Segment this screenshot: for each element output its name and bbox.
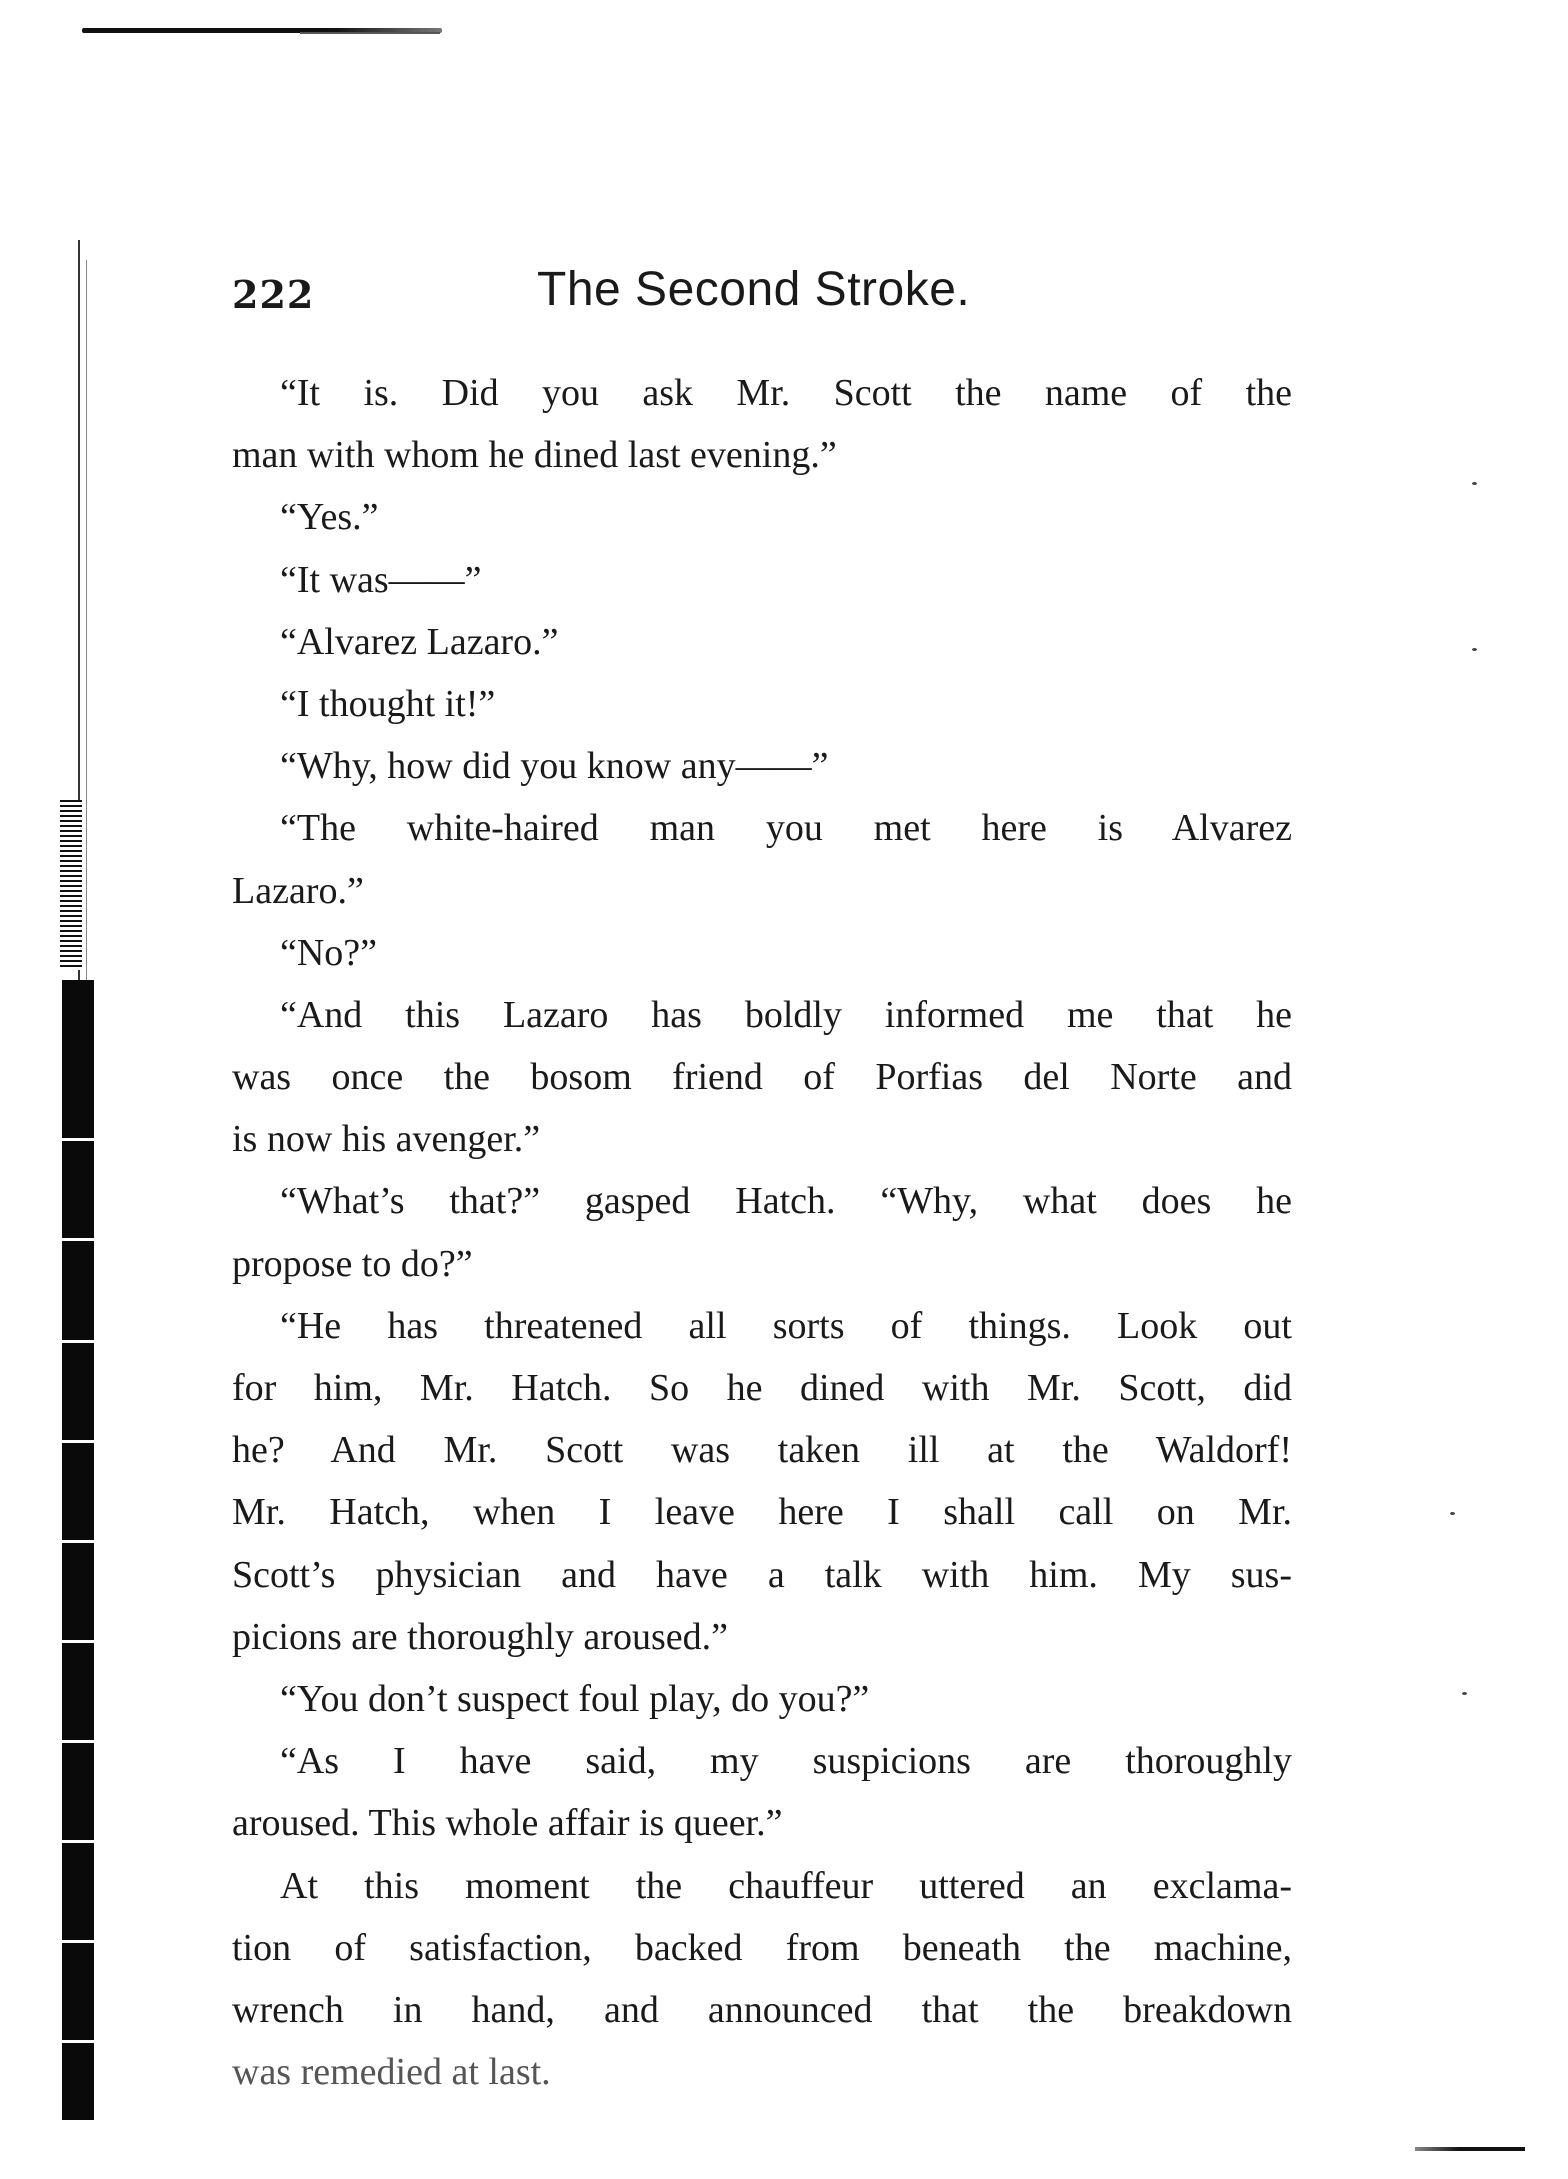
scan-speck — [1472, 648, 1477, 651]
edge-notch — [62, 1940, 110, 1943]
scan-speck — [1472, 482, 1477, 485]
running-title: The Second Stroke. — [537, 263, 971, 316]
text-line: is now his avenger.” — [232, 1118, 541, 1161]
text-line: “And this Lazaro has boldly informed me that he — [280, 993, 1292, 1036]
text-line: Mr. Hatch, when I leave here I shall call on Mr. — [232, 1491, 1292, 1534]
text-line: Scott’s physician and have a talk with him. My sus- — [232, 1553, 1292, 1596]
edge-notch — [62, 1340, 110, 1343]
text-line: “The white-haired man you met here is Alvarez — [280, 807, 1292, 850]
text-line: he? And Mr. Scott was taken ill at the Waldorf! — [232, 1429, 1292, 1472]
text-line: “It was——” — [280, 558, 482, 601]
text-line: aroused. This whole affair is queer.” — [232, 1802, 783, 1845]
body-text — [232, 362, 1292, 2103]
bottom-scan-rule — [1415, 2147, 1525, 2151]
edge-ticks — [60, 800, 82, 970]
edge-notch — [62, 1740, 110, 1743]
text-line: man with whom he dined last evening.” — [232, 434, 837, 477]
text-line: “No?” — [280, 931, 378, 974]
text-line: was remedied at last. — [232, 2051, 551, 2094]
edge-dark-block — [62, 980, 94, 2120]
text-line: propose to do?” — [232, 1242, 473, 1285]
scan-speck — [1450, 1512, 1455, 1515]
text-line: was once the bosom friend of Porfias del Norte and — [232, 1056, 1292, 1099]
running-head — [232, 262, 1292, 332]
top-scan-rule-thin — [300, 32, 440, 34]
edge-notch — [62, 1138, 110, 1141]
edge-notch — [62, 2040, 110, 2043]
text-line: “I thought it!” — [280, 682, 496, 725]
text-line: Lazaro.” — [232, 869, 364, 912]
text-line: picions are thoroughly aroused.” — [232, 1615, 728, 1658]
edge-notch — [62, 1840, 110, 1843]
text-line: wrench in hand, and announced that the breakdown — [232, 1988, 1292, 2031]
page-number: 222 — [232, 272, 315, 317]
page-edge-artifact — [0, 0, 110, 2179]
scan-speck — [1462, 1692, 1467, 1695]
edge-notch — [62, 1640, 110, 1643]
text-line: At this moment the chauffeur uttered an exclama- — [280, 1864, 1292, 1907]
text-line: “Alvarez Lazaro.” — [280, 620, 559, 663]
text-line: “Yes.” — [280, 496, 379, 539]
text-line: “You don’t suspect foul play, do you?” — [280, 1677, 870, 1720]
text-line: “He has threatened all sorts of things. Look out — [280, 1304, 1292, 1347]
edge-notch — [62, 1440, 110, 1443]
edge-notch — [62, 1540, 110, 1543]
edge-notch — [62, 1238, 110, 1241]
text-line: “Why, how did you know any——” — [280, 745, 829, 788]
text-line: for him, Mr. Hatch. So he dined with Mr. Scott, did — [232, 1367, 1292, 1409]
text-line: “What’s that?” gasped Hatch. “Why, what does he — [280, 1180, 1292, 1223]
text-line: “It is. Did you ask Mr. Scott the name of the — [280, 372, 1292, 414]
text-line: tion of satisfaction, backed from beneath the machine, — [232, 1926, 1292, 1969]
text-line: “As I have said, my suspicions are thoroughly — [280, 1740, 1292, 1783]
